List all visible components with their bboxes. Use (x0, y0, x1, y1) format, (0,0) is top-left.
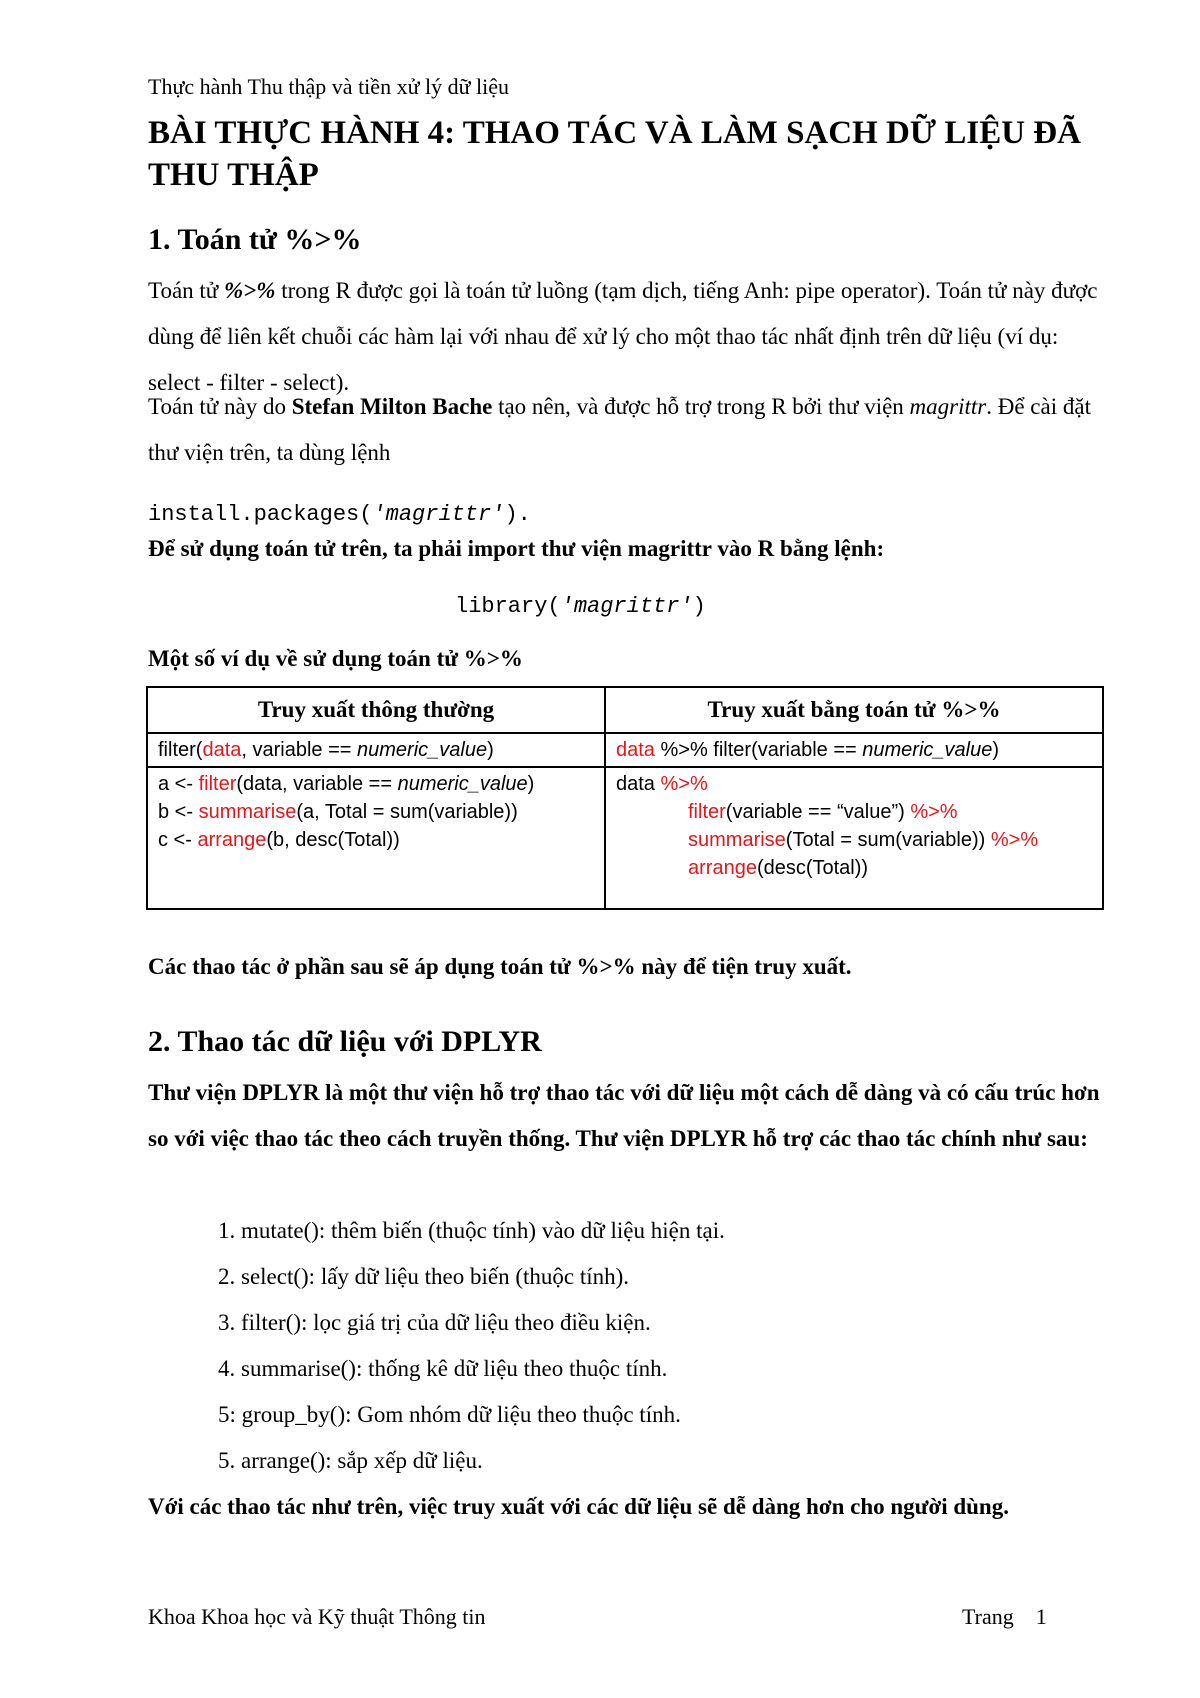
list-item: 4. summarise(): thống kê dữ liệu theo thuộc tính. (218, 1356, 668, 1381)
code-text: (variable == “value”) (725, 801, 911, 823)
section-2-paragraph-2 (148, 1484, 1108, 1530)
text-run: trong R được gọi là toán tử luồng (tạm dịch, tiếng Anh: pipe operator). Toán tử này được dùng để liên kết chuỗi các hàm lại với nhau để xử lý cho một thao tác nhất định trên dữ liệu (ví dụ: select - filter - select). (148, 278, 1098, 395)
text-run: Toán tử này do (148, 394, 292, 419)
author-name: Stefan Milton Bache (291, 394, 493, 419)
page-header: Thực hành Thu thập và tiền xử lý dữ liệu (148, 74, 510, 99)
install-command (148, 502, 531, 527)
code-highlight: filter (688, 801, 726, 823)
code-text: (b, desc(Total)) (266, 829, 400, 851)
table-cell (147, 767, 605, 909)
code-italic: numeric_value (397, 773, 528, 795)
code-arg: 'magrittr' (560, 594, 693, 619)
pipe-operator-text: %>% (224, 278, 276, 303)
code-highlight: summarise (688, 829, 786, 851)
table-header-row (147, 687, 1103, 733)
section-2-paragraph-1 (148, 1070, 1108, 1162)
text-run: Để sử dụng toán tử trên, ta phải import thư viện magrittr vào R bằng lệnh: (148, 536, 885, 561)
code-text: (desc(Total)) (756, 857, 869, 879)
text-run: Các thao tác ở phần sau sẽ áp dụng toán tử %>% này để tiện truy xuất. (148, 954, 852, 979)
text-run: tạo nên, và được hỗ trợ trong R bởi thư viện (492, 394, 910, 419)
code-text: ) (992, 739, 1000, 761)
code-text: ). (504, 502, 531, 527)
comparison-table (146, 686, 1104, 910)
code-highlight: arrange (688, 857, 757, 879)
code-highlight: summarise (198, 801, 297, 823)
section-1-paragraph-4 (148, 636, 1108, 682)
page-number: 1 (1035, 1604, 1047, 1629)
document-title: BÀI THỰC HÀNH 4: THAO TÁC VÀ LÀM SẠCH DỮ LIỆU ĐÃ THU THẬP (148, 115, 1081, 193)
code-highlight: arrange (197, 829, 267, 851)
text-run: . Để cài đặt thư viện trên, ta dùng lệnh (148, 394, 1091, 465)
list-item: 5: group_by(): Gom nhóm dữ liệu theo thuộc tính. (218, 1402, 681, 1427)
table-cell (605, 767, 1103, 909)
text-run: Với các thao tác như trên, việc truy xuất với các dữ liệu sẽ dễ dàng hơn cho người dùng. (148, 1494, 1009, 1519)
code-text: c <- (158, 829, 198, 851)
footer-page-number (962, 1604, 1047, 1630)
code-text: a <- (158, 773, 199, 795)
list-item: 1. mutate(): thêm biến (thuộc tính) vào dữ liệu hiện tại. (218, 1218, 725, 1243)
table-row (147, 767, 1103, 909)
code-highlight: %>% (990, 829, 1039, 851)
code-text: (Total = sum(variable)) (785, 829, 991, 851)
section-1-paragraph-5 (148, 944, 1108, 990)
code-text: , variable == (241, 739, 358, 761)
code-text: b <- (158, 801, 199, 823)
list-item: 3. filter(): lọc giá trị của dữ liệu theo điều kiện. (218, 1310, 651, 1335)
library-name: magrittr (909, 394, 987, 419)
section-2-heading: 2. Thao tác dữ liệu với DPLYR (148, 1025, 542, 1058)
library-command (455, 594, 706, 619)
code-text: data (616, 773, 661, 795)
code-text: filter( (158, 739, 203, 761)
section-1-paragraph-3 (148, 526, 1108, 572)
page-label: Trang (962, 1604, 1014, 1629)
section-1-heading: 1. Toán tử %>% (148, 223, 362, 256)
code-text: ) (692, 594, 706, 619)
code-highlight: filter (198, 773, 237, 795)
code-text: %>% filter(variable == (654, 739, 863, 761)
code-highlight: data (616, 739, 655, 761)
code-text: library( (455, 594, 561, 619)
footer-department: Khoa Khoa học và Kỹ thuật Thông tin (148, 1604, 486, 1629)
code-text: install.packages( (148, 502, 373, 527)
text-run: Một số ví dụ về sử dụng toán tử %>% (148, 646, 523, 671)
table-header-cell: Truy xuất bằng toán tử %>% (605, 687, 1103, 733)
text-run: Thư viện DPLYR là một thư viện hỗ trợ thao tác với dữ liệu một cách dễ dàng và có cấu trúc hơn so với việc thao tác theo cách truyền thống. Thư viện DPLYR hỗ trợ các thao tác chính như sau: (148, 1080, 1100, 1151)
operations-list (218, 1208, 725, 1484)
code-italic: numeric_value (862, 739, 993, 761)
code-highlight: data (202, 739, 242, 761)
table-cell (147, 733, 605, 767)
section-1-paragraph-2 (148, 384, 1108, 476)
list-item: 5. arrange(): sắp xếp dữ liệu. (218, 1448, 483, 1473)
code-highlight: %>% (660, 773, 708, 795)
code-text: ) (487, 739, 494, 761)
table-cell (605, 733, 1103, 767)
code-text: (data, variable == (236, 773, 398, 795)
list-item: 2. select(): lấy dữ liệu theo biến (thuộc tính). (218, 1264, 630, 1289)
code-italic: numeric_value (357, 739, 488, 761)
text-run: Toán tử (148, 278, 225, 303)
code-text: (a, Total = sum(variable)) (296, 801, 518, 823)
code-arg: 'magrittr' (372, 502, 505, 527)
table-header-cell: Truy xuất thông thường (147, 687, 605, 733)
code-text: ) (527, 773, 535, 795)
code-highlight: %>% (910, 801, 958, 823)
table-row (147, 733, 1103, 767)
